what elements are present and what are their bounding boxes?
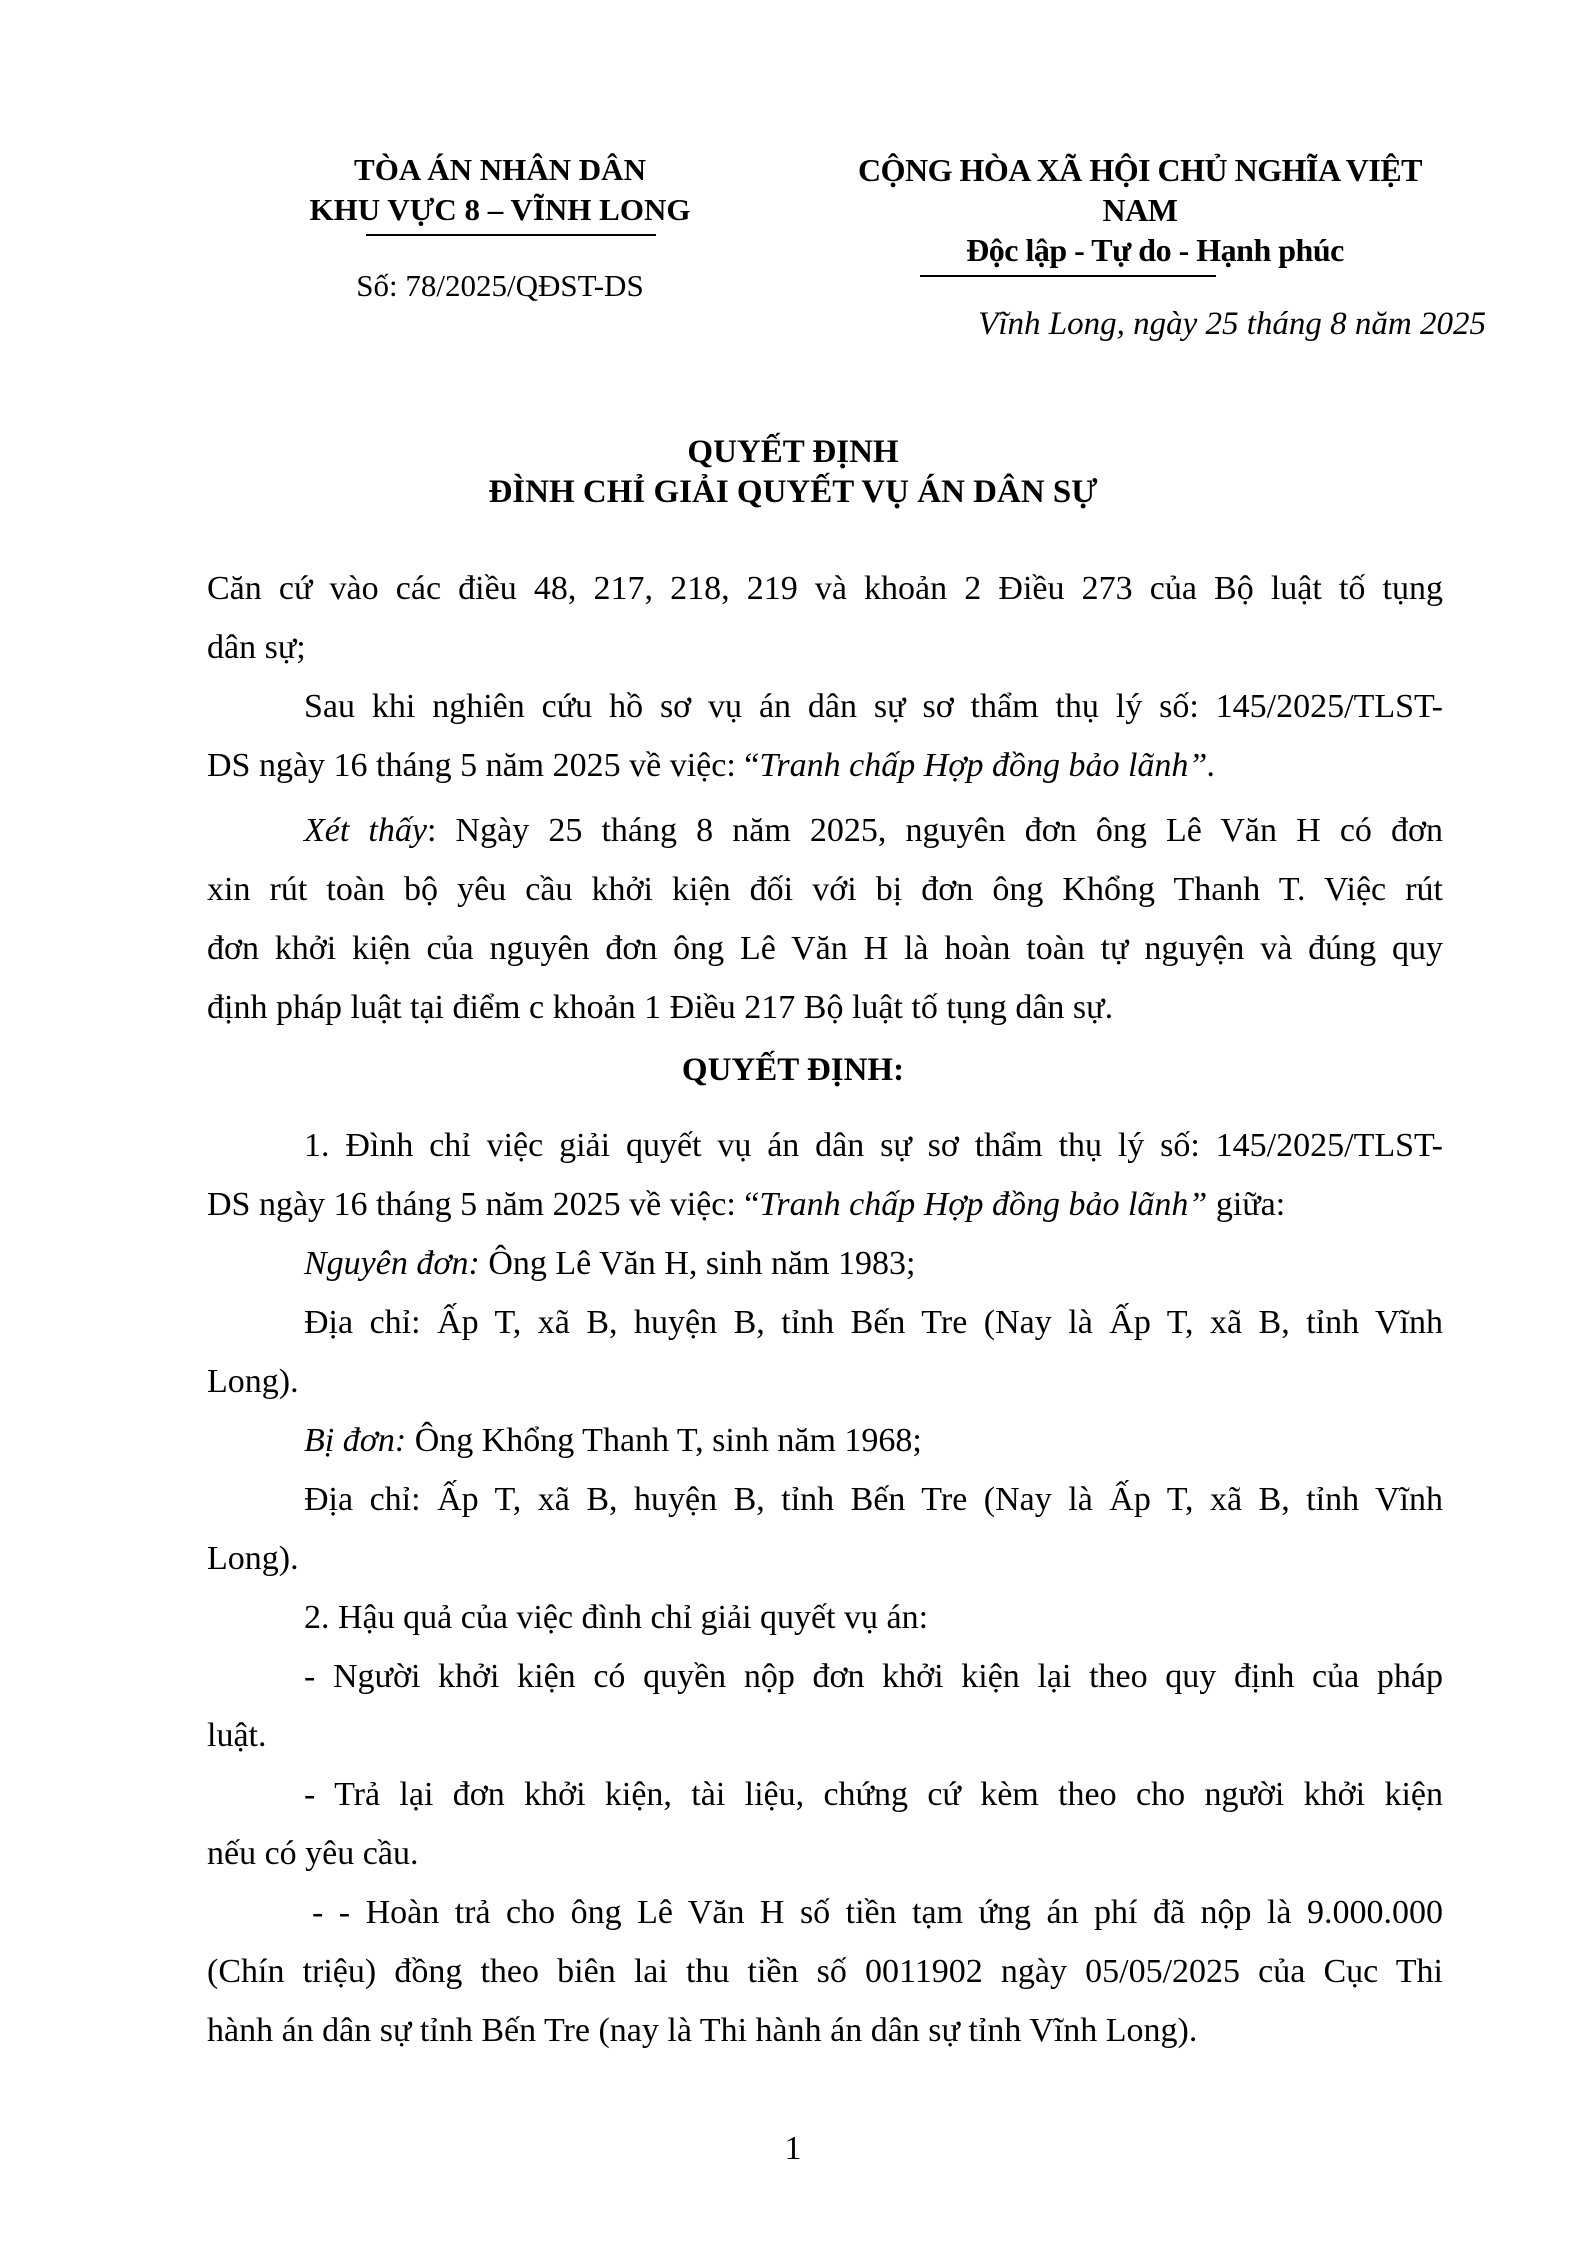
consequence1-line1: - Người khởi kiện có quyền nộp đơn khởi kiện lại theo quy định của pháp [304, 1658, 1443, 1695]
case-subject: Tranh chấp Hợp đồng bảo lãnh”. [759, 747, 1216, 784]
legal-basis-line2: dân sự; [207, 629, 306, 666]
defendant-line [304, 1411, 1443, 1470]
defendant-label: Bị đơn: [304, 1422, 407, 1459]
defendant-address-line2: Long). [207, 1540, 299, 1577]
item1-line2-suffix: giữa: [1207, 1186, 1286, 1223]
review-line2 [207, 736, 1443, 795]
finding-line2: xin rút toàn bộ yêu cầu khởi kiện đối với bị đơn ông Khổng Thanh T. Việc rút [207, 871, 1443, 908]
item1-line2-prefix: DS ngày 16 tháng 5 năm 2025 về việc: “ [207, 1186, 760, 1223]
item1-case-subject: Tranh chấp Hợp đồng bảo lãnh” [759, 1186, 1208, 1223]
court-name-line2: KHU VỰC 8 – VĨNH LONG [309, 192, 691, 227]
national-header [780, 150, 1500, 270]
document-subtitle: ĐÌNH CHỈ GIẢI QUYẾT VỤ ÁN DÂN SỰ [488, 474, 1098, 510]
review-line2-prefix: DS ngày 16 tháng 5 năm 2025 về việc: “ [207, 747, 760, 784]
consequence2-line1: - Trả lại đơn khởi kiện, tài liệu, chứng cứ kèm theo cho người khởi kiện [304, 1776, 1443, 1813]
item1-line2 [207, 1175, 1443, 1234]
court-header [250, 150, 750, 303]
plaintiff-line [304, 1234, 1443, 1293]
court-name-line1: TÒA ÁN NHÂN DÂN [354, 152, 646, 187]
document-number: Số: 78/2025/QĐST-DS [356, 268, 644, 303]
place-date: Vĩnh Long, ngày 25 tháng 8 năm 2025 [978, 306, 1486, 342]
review-line1: Sau khi nghiên cứu hồ sơ vụ án dân sự sơ thẩm thụ lý số: 145/2025/TLST- [304, 688, 1443, 725]
national-motto: Độc lập - Tự do - Hạnh phúc [966, 232, 1344, 268]
finding-line1-text: : Ngày 25 tháng 8 năm 2025, nguyên đơn ông Lê Văn H có đơn [426, 812, 1444, 849]
finding-line4: định pháp luật tại điểm c khoản 1 Điều 217 Bộ luật tố tụng dân sự. [207, 989, 1114, 1026]
legal-basis-line1: Căn cứ vào các điều 48, 217, 218, 219 và khoản 2 Điều 273 của Bộ luật tố tụng [207, 570, 1443, 607]
defendant-value: Ông Khổng Thanh T, sinh năm 1968; [406, 1422, 922, 1459]
item1-line1: 1. Đình chỉ việc giải quyết vụ án dân sự sơ thẩm thụ lý số: 145/2025/TLST- [304, 1127, 1443, 1164]
item2-heading: 2. Hậu quả của việc đình chỉ giải quyết vụ án: [304, 1599, 929, 1636]
consequence3-line1: - - Hoàn trả cho ông Lê Văn H số tiền tạm ứng án phí đã nộp là 9.000.000 [312, 1894, 1443, 1931]
document-title: QUYẾT ĐỊNH [687, 434, 899, 470]
court-underline [366, 234, 656, 236]
consequence3-line2: (Chín triệu) đồng theo biên lai thu tiền số 0011902 ngày 05/05/2025 của Cục Thi [207, 1953, 1443, 1990]
consequence1-line2: luật. [207, 1717, 267, 1754]
page-number: 1 [784, 2130, 802, 2167]
plaintiff-address-line1: Địa chỉ: Ấp T, xã B, huyện B, tỉnh Bến Tre (Nay là Ấp T, xã B, tỉnh Vĩnh [304, 1304, 1443, 1341]
finding-line3: đơn khởi kiện của nguyên đơn ông Lê Văn H là hoàn toàn tự nguyện và đúng quy [207, 930, 1443, 967]
nation-name-line2: NAM [1102, 192, 1178, 228]
consequence3-line3: hành án dân sự tỉnh Bến Tre (nay là Thi hành án dân sự tỉnh Vĩnh Long). [207, 2012, 1198, 2049]
finding-line1 [304, 801, 1443, 860]
consequence2-line2: nếu có yêu cầu. [207, 1835, 419, 1872]
plaintiff-value: Ông Lê Văn H, sinh năm 1983; [479, 1245, 916, 1282]
motto-underline [920, 275, 1216, 277]
nation-name-line1: CỘNG HÒA XÃ HỘI CHỦ NGHĨA VIỆT [857, 152, 1423, 188]
finding-label: Xét thấy [304, 812, 427, 849]
plaintiff-label: Nguyên đơn: [304, 1245, 480, 1282]
plaintiff-address-line2: Long). [207, 1363, 299, 1400]
decision-heading: QUYẾT ĐỊNH: [681, 1052, 905, 1088]
defendant-address-line1: Địa chỉ: Ấp T, xã B, huyện B, tỉnh Bến Tre (Nay là Ấp T, xã B, tỉnh Vĩnh [304, 1481, 1443, 1518]
